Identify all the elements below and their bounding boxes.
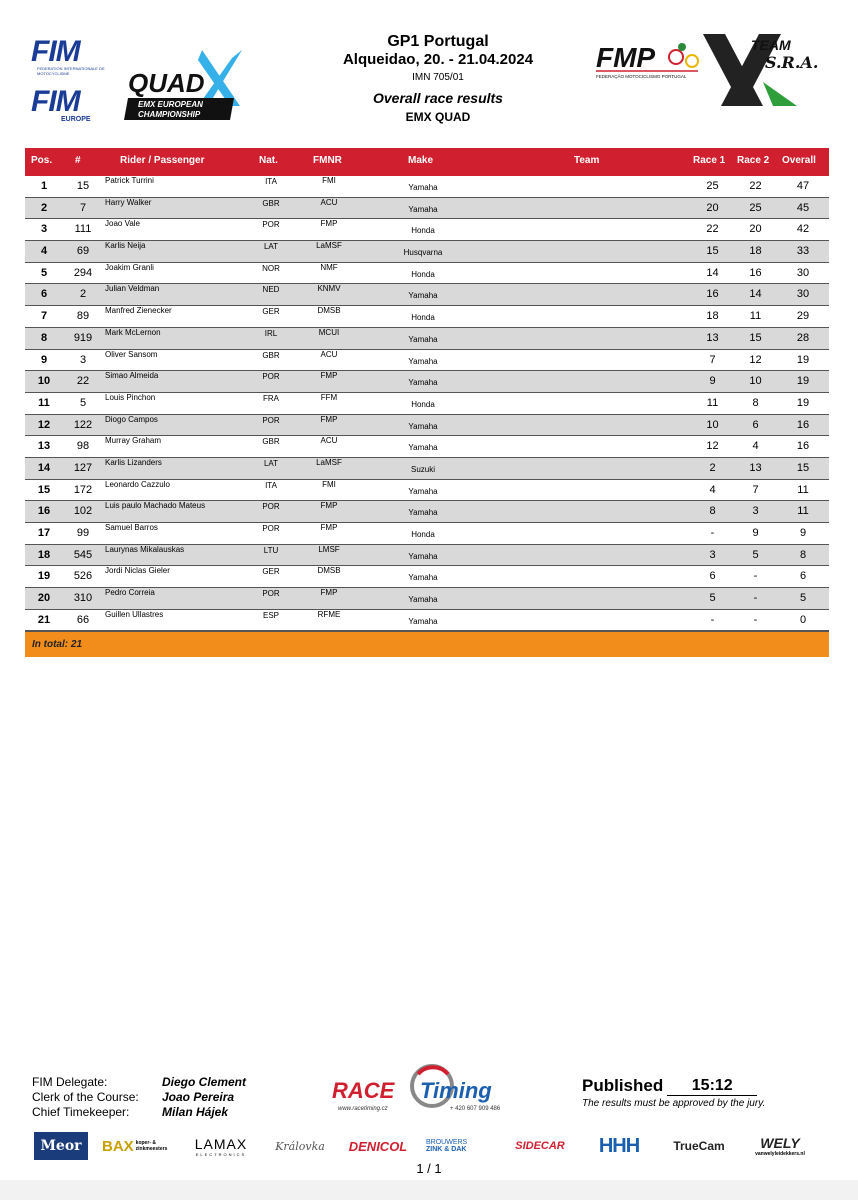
- cell-race1: 3: [709, 548, 716, 561]
- cell-race1: 10: [706, 418, 719, 431]
- cell-rider: Karlis Neija: [105, 241, 146, 251]
- delegate-label: FIM Delegate:: [32, 1075, 108, 1089]
- cell-race2: 22: [749, 180, 762, 192]
- cell-race1: 15: [706, 245, 719, 258]
- table-row: [25, 523, 829, 545]
- cell-nat: ESP: [262, 610, 279, 620]
- cell-number: 5: [79, 396, 87, 409]
- cell-overall: 28: [796, 331, 810, 344]
- cell-pos: 9: [40, 353, 48, 366]
- rt-race: RACE: [332, 1078, 395, 1103]
- table-row: [25, 284, 829, 306]
- cell-number: 15: [76, 180, 90, 192]
- cell-pos: 1: [40, 180, 48, 192]
- cell-pos: 21: [37, 613, 51, 626]
- cell-rider: Laurynas Mikalauskas: [105, 544, 185, 554]
- table-row: [25, 219, 829, 241]
- cell-pos: 19: [37, 570, 51, 583]
- cell-rider: Patrick Turrini: [105, 176, 154, 185]
- cell-number: 66: [76, 613, 90, 626]
- cell-pos: 18: [37, 548, 51, 561]
- fim-logo: [31, 35, 111, 76]
- cell-race1: 2: [709, 461, 716, 474]
- cell-pos: 4: [40, 245, 48, 258]
- cell-make: Yamaha: [408, 616, 438, 626]
- cell-fmnr: FMI: [322, 479, 336, 489]
- table-row: [25, 176, 829, 198]
- cell-overall: 19: [796, 396, 810, 409]
- cell-pos: 2: [40, 201, 48, 214]
- cell-make: Yamaha: [408, 378, 438, 388]
- table-row: [25, 566, 829, 588]
- timekeeper-label: Chief Timekeeper:: [32, 1105, 130, 1119]
- cell-overall: 45: [796, 201, 810, 214]
- sponsor-kralovka: Královka: [275, 1139, 325, 1153]
- cell-nat: NOR: [262, 263, 280, 273]
- team-sra-word: S.R.A.: [765, 53, 819, 72]
- cell-overall: 8: [799, 548, 807, 561]
- cell-overall: 16: [796, 418, 810, 431]
- cell-number: 127: [73, 461, 93, 474]
- cell-fmnr: FMP: [320, 371, 338, 381]
- cell-overall: 15: [796, 461, 810, 474]
- cell-nat: POR: [262, 372, 280, 382]
- cell-make: Honda: [411, 313, 435, 323]
- cell-make: Yamaha: [408, 443, 438, 453]
- cell-race2: 8: [752, 396, 759, 409]
- table-row: [25, 610, 829, 632]
- header-team: Team: [574, 155, 600, 166]
- header-block: [250, 33, 626, 126]
- clerk-label: Clerk of the Course:: [32, 1090, 139, 1104]
- cell-nat: LAT: [263, 242, 279, 252]
- cell-pos: 12: [37, 418, 51, 431]
- quad-wordmark: QUAD: [128, 68, 205, 98]
- fim-europe-wordmark: FIM: [31, 85, 80, 118]
- cell-rider: Murray Graham: [105, 436, 162, 446]
- sponsor-denicol: DENICOL: [348, 1138, 408, 1154]
- header-number: #: [75, 155, 81, 166]
- cell-race1: 16: [706, 288, 719, 301]
- cell-make: Yamaha: [408, 508, 438, 518]
- table-row: [25, 328, 829, 350]
- table-body: [25, 176, 829, 631]
- cell-nat: IRL: [264, 328, 278, 338]
- quad-x-logo: [124, 48, 246, 122]
- cell-make: Honda: [411, 226, 435, 236]
- fim-wordmark: FIM: [31, 35, 80, 68]
- cell-number: 22: [76, 375, 90, 388]
- fmp-wordmark: FMP: [596, 42, 656, 73]
- cell-rider: Luis paulo Machado Mateus: [105, 501, 206, 511]
- cell-fmnr: LaMSF: [316, 241, 342, 251]
- published-label: Published: [582, 1076, 664, 1095]
- cell-number: 294: [73, 266, 93, 279]
- cell-race2: 7: [752, 483, 759, 496]
- cell-rider: Mark McLernon: [105, 327, 161, 337]
- fim-tagline: FEDERATION INTERNATIONALE DE MOTOCYCLISME: [37, 66, 105, 76]
- cell-race2: 6: [752, 418, 759, 431]
- cell-overall: 29: [796, 310, 810, 323]
- cell-pos: 15: [37, 483, 51, 496]
- cell-race2: 12: [749, 353, 762, 366]
- cell-number: 69: [76, 245, 90, 258]
- cell-nat: POR: [262, 415, 280, 425]
- cell-race1: 22: [706, 223, 719, 236]
- cell-race1: 6: [709, 570, 716, 583]
- cell-pos: 16: [37, 505, 51, 518]
- cell-rider: Julian Veldman: [105, 284, 160, 294]
- cell-race2: 9: [752, 527, 759, 539]
- cell-race2: -: [753, 592, 758, 605]
- table-row: [25, 371, 829, 393]
- cell-fmnr: ACU: [320, 349, 338, 359]
- cell-nat: FRA: [263, 393, 279, 403]
- cell-race2: 25: [749, 201, 762, 214]
- cell-pos: 13: [37, 440, 51, 453]
- cell-pos: 3: [40, 223, 48, 236]
- rt-timing: Timing: [420, 1078, 492, 1103]
- table-row: [25, 241, 829, 263]
- cell-pos: 7: [40, 310, 48, 323]
- cell-race1: 7: [709, 353, 716, 366]
- table-row: [25, 350, 829, 372]
- cell-make: Honda: [411, 530, 435, 539]
- cell-race2: -: [753, 613, 758, 626]
- cell-race1: 12: [706, 440, 719, 453]
- cell-fmnr: LMSF: [318, 544, 340, 554]
- cell-make: Yamaha: [408, 421, 438, 431]
- quad-sub1: EMX EUROPEAN: [138, 100, 203, 109]
- header-race1: Race 1: [693, 155, 726, 166]
- cell-race2: 16: [749, 266, 762, 279]
- cell-overall: 6: [799, 570, 807, 583]
- cell-make: Yamaha: [408, 291, 438, 301]
- cell-make: Yamaha: [408, 183, 438, 192]
- sponsor-strip: [32, 1132, 822, 1162]
- event-title: GP1 Portugal: [387, 33, 489, 50]
- cell-pos: 5: [40, 266, 48, 279]
- table-row: [25, 393, 829, 415]
- cell-number: 545: [73, 548, 93, 561]
- cell-nat: GBR: [262, 198, 280, 208]
- quad-sub2: CHAMPIONSHIP: [138, 110, 201, 119]
- cell-race2: 3: [752, 505, 759, 518]
- cell-overall: 30: [796, 288, 810, 301]
- cell-number: 919: [73, 331, 93, 344]
- results-table: [25, 148, 829, 657]
- imn-number: IMN 705/01: [412, 72, 464, 83]
- cell-nat: POR: [262, 220, 280, 230]
- cell-number: 99: [76, 527, 90, 539]
- cell-rider: Manfred Zienecker: [105, 306, 172, 316]
- cell-pos: 17: [37, 527, 51, 539]
- cell-race1: -: [710, 527, 715, 539]
- cell-rider: Joao Vale: [105, 219, 140, 229]
- cell-nat: LAT: [263, 458, 279, 468]
- cell-fmnr: FMP: [320, 523, 338, 532]
- header-fmnr: FMNR: [313, 155, 342, 166]
- cell-fmnr: DMSB: [317, 306, 341, 316]
- race-timing-logo: [330, 1062, 530, 1114]
- cell-fmnr: KNMV: [317, 284, 341, 294]
- table-row: [25, 198, 829, 220]
- cell-rider: Karlis Lizanders: [105, 457, 162, 467]
- header-pos: Pos.: [31, 155, 53, 166]
- cell-overall: 11: [797, 483, 809, 496]
- cell-nat: POR: [262, 589, 280, 599]
- timekeeper-name: Milan Hájek: [162, 1105, 229, 1119]
- cell-make: Yamaha: [408, 204, 438, 214]
- cell-number: 89: [76, 310, 90, 323]
- cell-pos: 6: [40, 288, 48, 301]
- cell-number: 310: [73, 592, 93, 605]
- cell-nat: LTU: [263, 545, 279, 555]
- table-row: [25, 436, 829, 458]
- cell-nat: GBR: [262, 437, 280, 447]
- cell-rider: Samuel Barros: [105, 523, 158, 532]
- header-race2: Race 2: [737, 155, 770, 166]
- cell-make: Husqvarna: [403, 248, 443, 258]
- cell-race1: 25: [706, 180, 719, 192]
- cell-nat: NED: [262, 285, 280, 295]
- cell-make: Yamaha: [408, 486, 438, 496]
- cell-fmnr: FMI: [322, 176, 336, 185]
- cell-rider: Harry Walker: [105, 197, 152, 207]
- cell-overall: 19: [796, 375, 810, 388]
- cell-fmnr: MCUI: [318, 327, 340, 337]
- cell-number: 122: [73, 418, 93, 431]
- cell-pos: 20: [37, 592, 51, 605]
- cell-race2: -: [753, 570, 758, 583]
- cell-fmnr: NMF: [320, 262, 338, 272]
- cell-rider: Oliver Sansom: [105, 349, 158, 359]
- class-name: EMX QUAD: [405, 110, 471, 124]
- results-title: Overall race results: [373, 90, 503, 106]
- cell-make: Yamaha: [408, 551, 438, 561]
- sponsor-lamax: LAMAX ELECTRONICS: [194, 1135, 248, 1157]
- sponsor-hhh: HHH: [598, 1134, 640, 1157]
- cell-pos: 8: [40, 331, 48, 344]
- table-row: [25, 480, 829, 502]
- cell-overall: 0: [799, 613, 807, 626]
- cell-overall: 42: [796, 223, 810, 236]
- cell-overall: 11: [797, 505, 809, 518]
- table-row: [25, 415, 829, 437]
- cell-fmnr: FMP: [320, 588, 338, 598]
- cell-race2: 5: [752, 548, 759, 561]
- cell-race1: 5: [709, 592, 716, 605]
- cell-race1: 13: [706, 331, 719, 344]
- cell-fmnr: LaMSF: [316, 457, 342, 467]
- cell-rider: Jordi Niclas Gieler: [105, 566, 170, 576]
- cell-fmnr: FMP: [320, 219, 338, 229]
- cell-race2: 13: [749, 461, 762, 474]
- cell-make: Honda: [411, 399, 435, 409]
- cell-pos: 10: [37, 375, 51, 388]
- cell-number: 7: [79, 201, 87, 214]
- rt-phone: + 420 607 909 486: [450, 1106, 501, 1112]
- cell-rider: Simao Almeida: [105, 371, 159, 381]
- cell-overall: 5: [799, 592, 807, 605]
- cell-make: Suzuki: [410, 464, 435, 474]
- cell-rider: Pedro Correia: [105, 588, 155, 598]
- cell-fmnr: ACU: [320, 197, 338, 207]
- header-overall: Overall: [782, 155, 816, 166]
- cell-number: 98: [76, 440, 90, 453]
- event-venue-dates: Alqueidao, 20. - 21.04.2024: [342, 51, 534, 68]
- fim-europe-logo: [31, 85, 111, 124]
- cell-fmnr: FFM: [320, 392, 338, 402]
- table-footer: In total: 21: [25, 631, 829, 657]
- cell-make: Yamaha: [408, 573, 438, 583]
- header-nat: Nat.: [259, 155, 278, 166]
- cell-fmnr: ACU: [320, 436, 338, 446]
- published-note: The results must be approved by the jury.: [582, 1098, 766, 1109]
- page-number: 1 / 1: [416, 1161, 442, 1176]
- cell-pos: 11: [38, 396, 50, 409]
- cell-rider: Diogo Campos: [105, 414, 158, 424]
- officials-block: [32, 1075, 246, 1120]
- clerk-name: Joao Pereira: [162, 1090, 235, 1104]
- rt-url: www.racetiming.cz: [338, 1106, 388, 1112]
- cell-make: Yamaha: [408, 595, 438, 605]
- table-row: [25, 263, 829, 285]
- cell-rider: Guillen Ullastres: [105, 609, 164, 619]
- cell-number: 3: [79, 353, 87, 366]
- cell-race2: 15: [749, 331, 762, 344]
- cell-number: 2: [79, 288, 87, 301]
- cell-race1: 18: [706, 310, 719, 323]
- cell-nat: ITA: [265, 177, 277, 186]
- published-block: [582, 1076, 765, 1109]
- cell-rider: Joakim Granli: [105, 262, 154, 272]
- cell-race1: 9: [709, 375, 716, 388]
- delegate-name: Diego Clement: [162, 1075, 247, 1089]
- sponsor-meor: Meor: [34, 1132, 88, 1160]
- cell-nat: GER: [262, 567, 280, 577]
- cell-overall: 19: [796, 353, 810, 366]
- cell-rider: Leonardo Cazzulo: [105, 479, 170, 489]
- cell-make: Honda: [411, 269, 435, 279]
- cell-race2: 10: [749, 375, 762, 388]
- cell-race1: 20: [706, 201, 719, 214]
- fmp-logo: [596, 37, 700, 81]
- cell-race2: 14: [749, 288, 762, 301]
- cell-nat: GBR: [262, 350, 280, 360]
- cell-nat: GER: [262, 307, 280, 317]
- sponsor-sidecar: SIDECAR: [515, 1140, 565, 1152]
- cell-race1: 11: [706, 396, 719, 409]
- team-sra-logo: [703, 32, 821, 110]
- cell-race2: 11: [749, 310, 762, 323]
- cell-race2: 18: [749, 245, 762, 258]
- cell-fmnr: FMP: [320, 414, 338, 424]
- cell-number: 526: [73, 570, 93, 583]
- cell-make: Yamaha: [408, 356, 438, 366]
- cell-fmnr: RFME: [317, 609, 341, 619]
- header-make: Make: [408, 155, 434, 166]
- cell-overall: 9: [799, 527, 807, 539]
- cell-number: 102: [73, 505, 93, 518]
- table-row: [25, 458, 829, 480]
- cell-make: Yamaha: [408, 334, 438, 344]
- table-row: [25, 306, 829, 328]
- cell-overall: 16: [796, 440, 810, 453]
- fim-europe-label: EUROPE: [61, 116, 91, 123]
- cell-overall: 47: [796, 180, 810, 192]
- sponsor-brouwers: BROUWERS ZINK & DAK: [426, 1139, 468, 1153]
- cell-race1: 4: [709, 483, 716, 496]
- table-header: [25, 148, 829, 176]
- cell-number: 172: [73, 483, 93, 496]
- published-time: 15:12: [667, 1077, 757, 1096]
- sponsor-wely: WELY vanwelyleidekkers.nl: [755, 1135, 805, 1157]
- cell-race2: 20: [749, 223, 762, 236]
- bottom-bar: [0, 1180, 858, 1200]
- table-row: [25, 501, 829, 523]
- table-row: [25, 588, 829, 610]
- cell-fmnr: FMP: [320, 501, 338, 511]
- sponsor-truecam: TrueCam: [673, 1139, 725, 1153]
- cell-nat: POR: [262, 524, 280, 533]
- sponsor-bax: BAX koper- & zinkmeesters: [102, 1137, 168, 1155]
- cell-nat: POR: [262, 502, 280, 512]
- cell-overall: 30: [796, 266, 810, 279]
- fmp-tagline: FEDERAÇÃO MOTOCICLISMO PORTUGAL: [596, 74, 687, 79]
- cell-fmnr: DMSB: [317, 566, 341, 576]
- cell-race1: 8: [709, 505, 716, 518]
- cell-pos: 14: [37, 461, 51, 474]
- cell-number: 111: [74, 223, 92, 236]
- cell-race1: 14: [706, 266, 719, 279]
- cell-rider: Louis Pinchon: [105, 392, 156, 402]
- table-row: [25, 545, 829, 567]
- cell-race1: -: [710, 613, 715, 626]
- cell-race2: 4: [752, 440, 759, 453]
- team-word: TEAM: [751, 37, 791, 53]
- header-rider: Rider / Passenger: [120, 155, 205, 166]
- cell-overall: 33: [796, 245, 810, 258]
- cell-nat: ITA: [265, 480, 277, 490]
